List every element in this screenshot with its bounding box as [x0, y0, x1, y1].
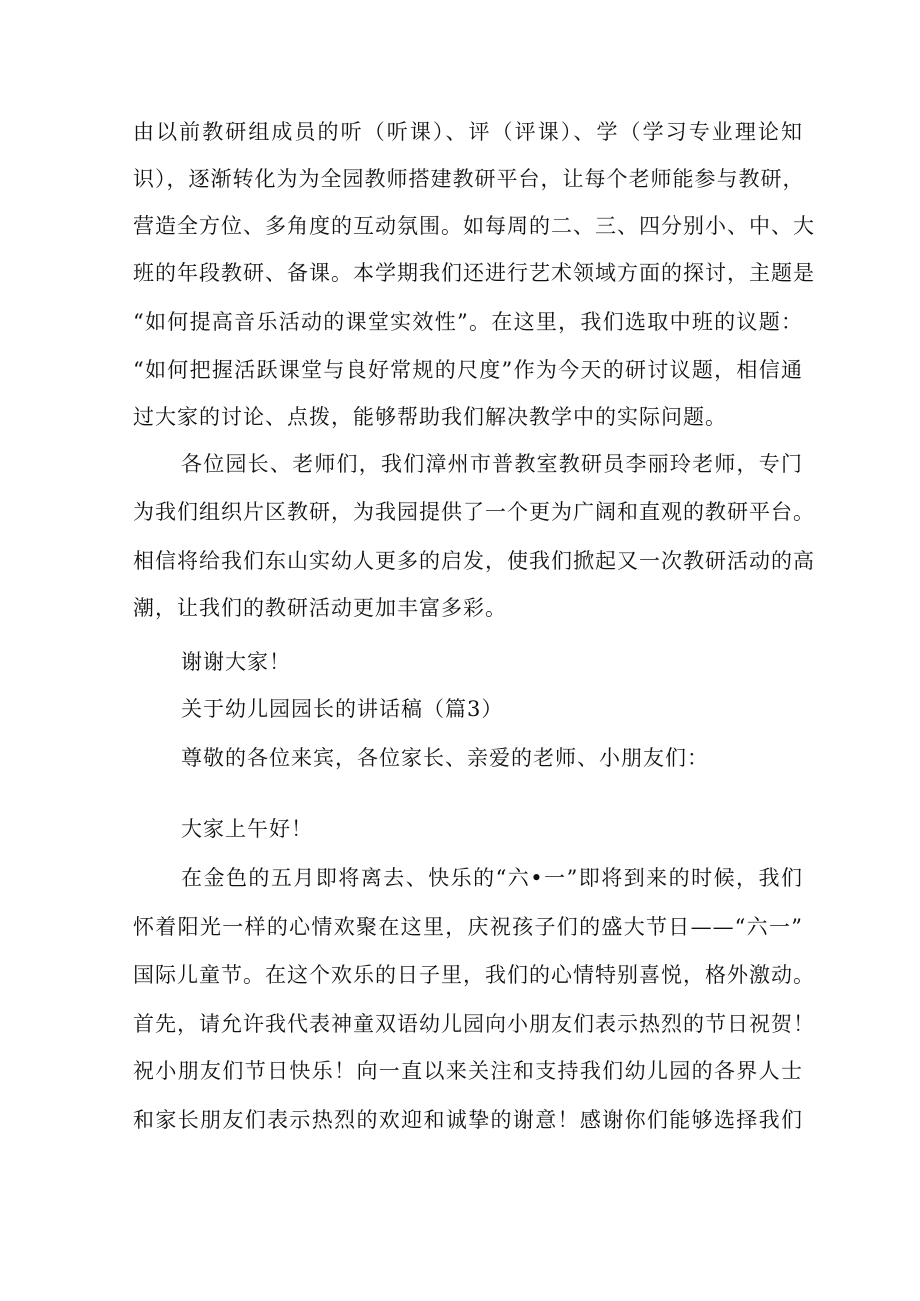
- paragraph-2-line-3: 相信将给我们东山实幼人更多的启发，使我们掀起又一次教研活动的高: [133, 549, 815, 573]
- paragraph-2-line-2: 为我们组织片区教研，为我园提供了一个更为广阔和直观的教研平台。: [133, 500, 815, 524]
- greeting: 大家上午好！: [181, 817, 313, 841]
- paragraph-3-line-1: 在金色的五月即将离去、快乐的“六•一”即将到来的时候，我们: [181, 866, 803, 890]
- salutation: 尊敬的各位来宾，各位家长、亲爱的老师、小朋友们：: [181, 746, 709, 770]
- paragraph-3-line-3: 国际儿童节。在这个欢乐的日子里，我们的心情特别喜悦，格外激动。: [133, 963, 815, 987]
- paragraph-3-line-6: 和家长朋友们表示热烈的欢迎和诚挚的谢意！感谢你们能够选择我们: [133, 1108, 803, 1132]
- paragraph-1-line-1: 由以前教研组成员的听（听课）、评（评课）、学（学习专业理论知: [133, 120, 803, 144]
- paragraph-1-line-2: 识），逐渐转化为为全园教师搭建教研平台，让每个老师能参与教研，: [133, 167, 805, 191]
- thanks-line: 谢谢大家！: [181, 650, 291, 674]
- paragraph-3-line-4: 首先，请允许我代表神童双语幼儿园向小朋友们表示热烈的节日祝贺！: [133, 1012, 815, 1036]
- paragraph-1-line-6: “如何把握活跃课堂与良好常规的尺度”作为今天的研讨议题，相信通: [133, 358, 803, 382]
- paragraph-3-line-2: 怀着阳光一样的心情欢聚在这里，庆祝孩子们的盛大节日——“六一”: [133, 915, 803, 939]
- paragraph-2-line-4: 潮，让我们的教研活动更加丰富多彩。: [133, 596, 507, 620]
- paragraph-1-line-4: 班的年段教研、备课。本学期我们还进行艺术领域方面的探讨，主题是: [133, 261, 815, 285]
- section-title: 关于幼儿园园长的讲话稿（篇3）: [181, 697, 504, 721]
- paragraph-1-line-3: 营造全方位、多角度的互动氛围。如每周的二、三、四分别小、中、大: [133, 214, 815, 238]
- paragraph-3-line-5: 祝小朋友们节日快乐！向一直以来关注和支持我们幼儿园的各界人士: [133, 1059, 803, 1083]
- paragraph-2-line-1: 各位园长、老师们，我们漳州市普教室教研员李丽玲老师，专门: [181, 452, 803, 476]
- paragraph-1-line-5: “如何提高音乐活动的课堂实效性”。在这里，我们选取中班的议题：: [133, 310, 803, 334]
- paragraph-1-line-7: 过大家的讨论、点拨，能够帮助我们解决教学中的实际问题。: [133, 405, 727, 429]
